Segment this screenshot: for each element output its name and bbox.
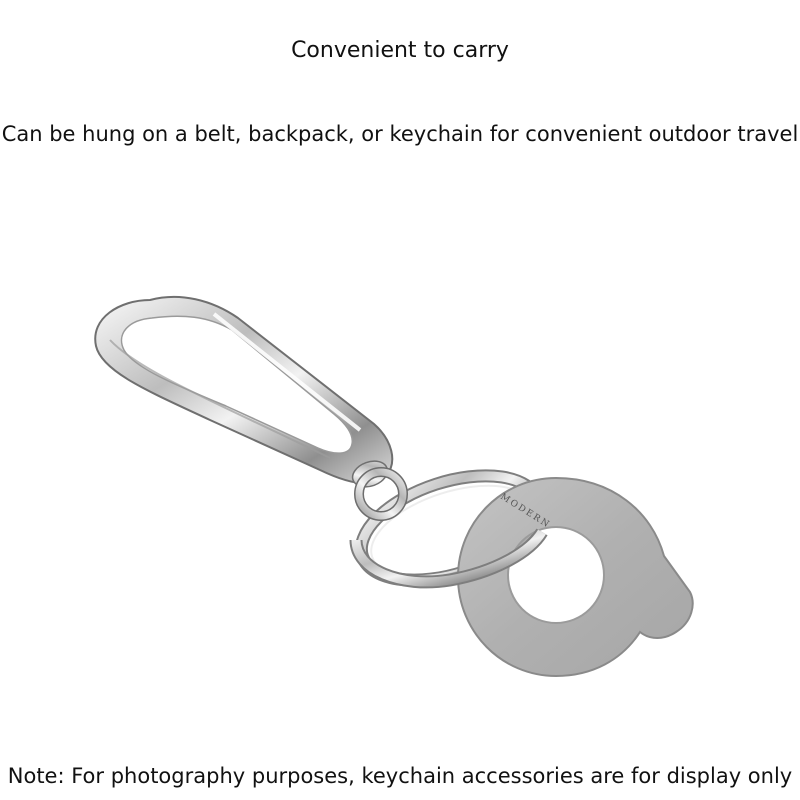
disc-tag — [458, 478, 693, 676]
carabiner-clip — [95, 297, 392, 492]
caption-note: Note: For photography purposes, keychain accessories are for display only — [7, 764, 793, 788]
caption-title: Convenient to carry — [291, 38, 509, 63]
ring-engraving: MODERN — [498, 492, 553, 531]
caption-subtitle: Can be hung on a belt, backpack, or keychain for convenient outdoor travel — [1, 122, 799, 146]
